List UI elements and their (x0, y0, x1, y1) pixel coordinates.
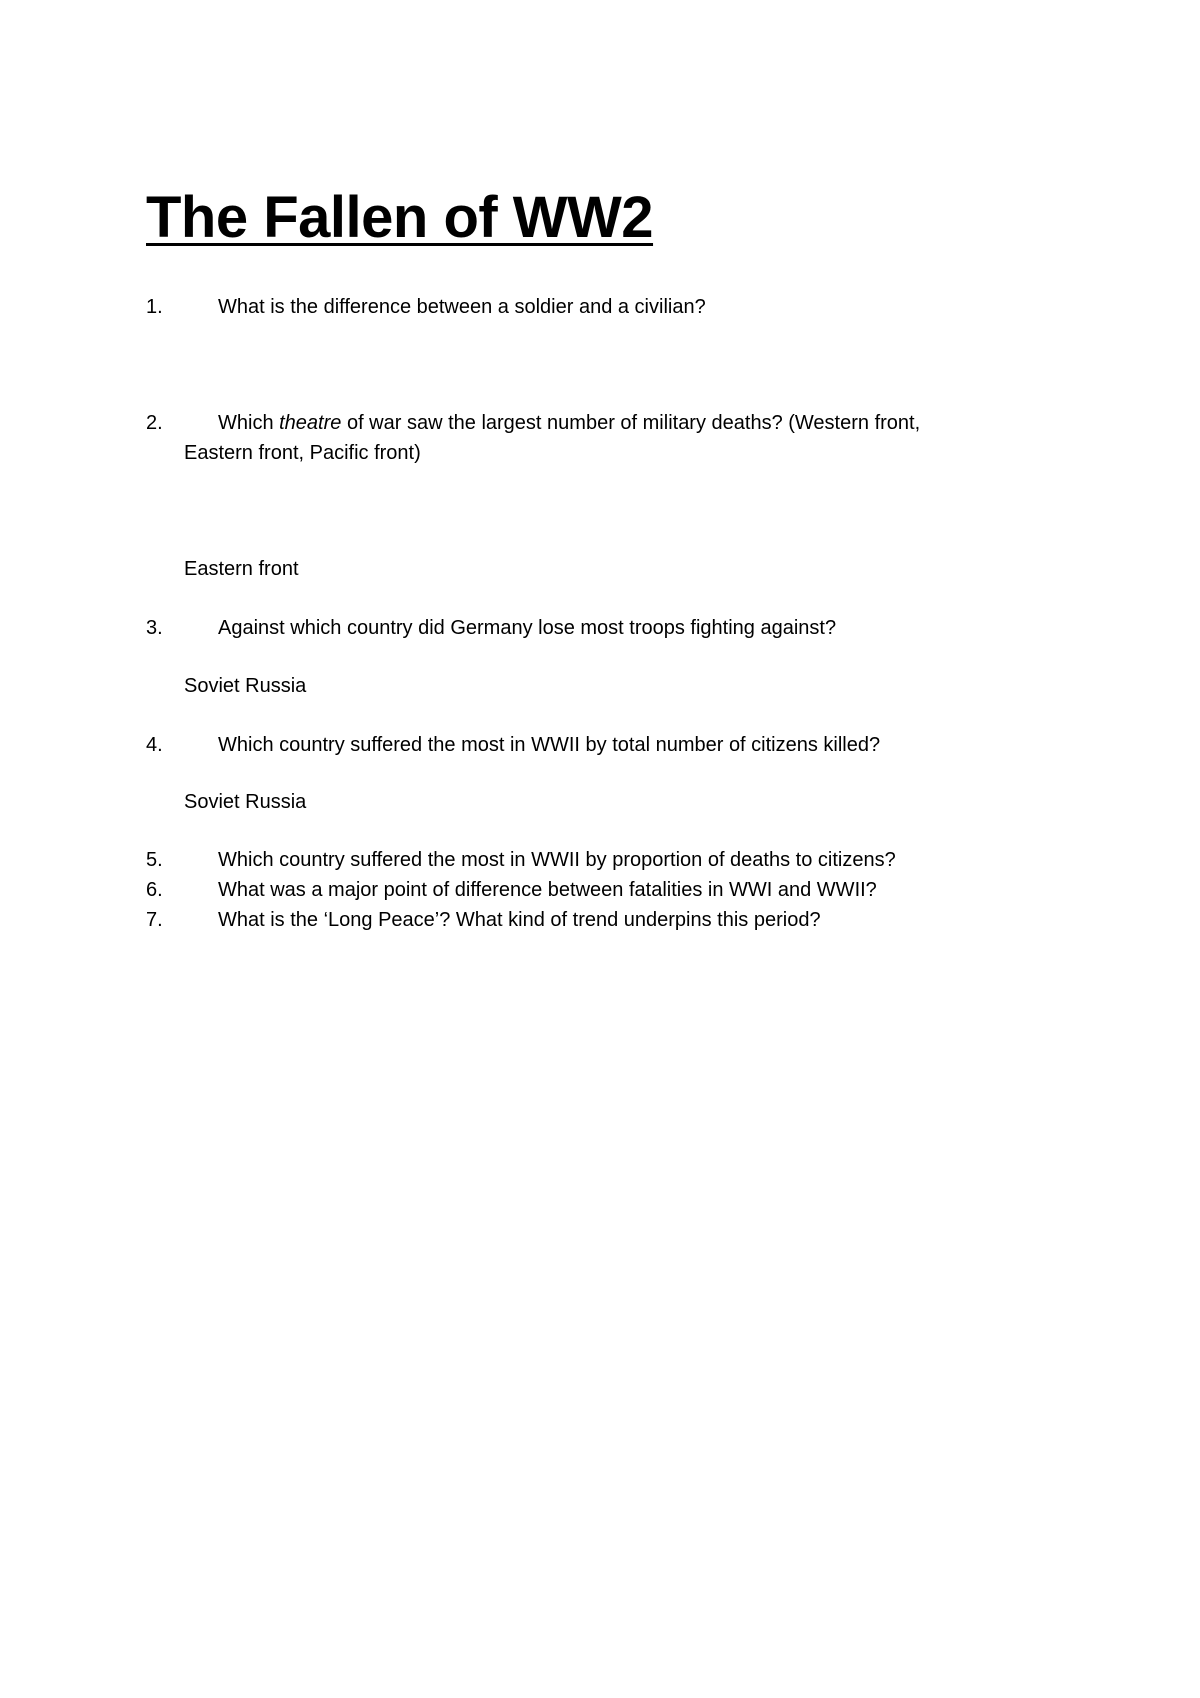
question-text-continued: Eastern front, Pacific front) (184, 442, 421, 464)
question-number: 4. (146, 734, 163, 756)
question-2 (146, 408, 920, 468)
answer-4: Soviet Russia (184, 791, 307, 813)
question-number: 2. (146, 412, 163, 434)
question-7 (146, 905, 821, 935)
question-4 (146, 730, 880, 760)
question-text: of war saw the largest number of military deaths? (Western front, (341, 412, 921, 434)
question-1 (146, 292, 706, 322)
question-5 (146, 845, 896, 875)
question-text-italic: theatre (279, 412, 342, 434)
question-number: 6. (146, 879, 163, 901)
question-number: 7. (146, 909, 163, 931)
question-text: Which (218, 412, 280, 434)
answer-2: Eastern front (184, 558, 299, 580)
question-text: What is the ‘Long Peace’? What kind of trend underpins this period? (218, 909, 821, 931)
question-text: Which country suffered the most in WWII by total number of citizens killed? (218, 734, 881, 756)
question-number: 1. (146, 296, 163, 318)
page-title: The Fallen of WW2 (146, 185, 654, 250)
question-6 (146, 875, 877, 905)
question-number: 3. (146, 617, 163, 639)
question-text: Against which country did Germany lose most troops fighting against? (218, 617, 837, 639)
question-text: What was a major point of difference between fatalities in WWI and WWII? (218, 879, 877, 901)
question-text: Which country suffered the most in WWII by proportion of deaths to citizens? (218, 849, 896, 871)
question-text: What is the difference between a soldier and a civilian? (218, 296, 706, 318)
answer-3: Soviet Russia (184, 675, 307, 697)
question-number: 5. (146, 849, 163, 871)
question-3 (146, 613, 836, 643)
